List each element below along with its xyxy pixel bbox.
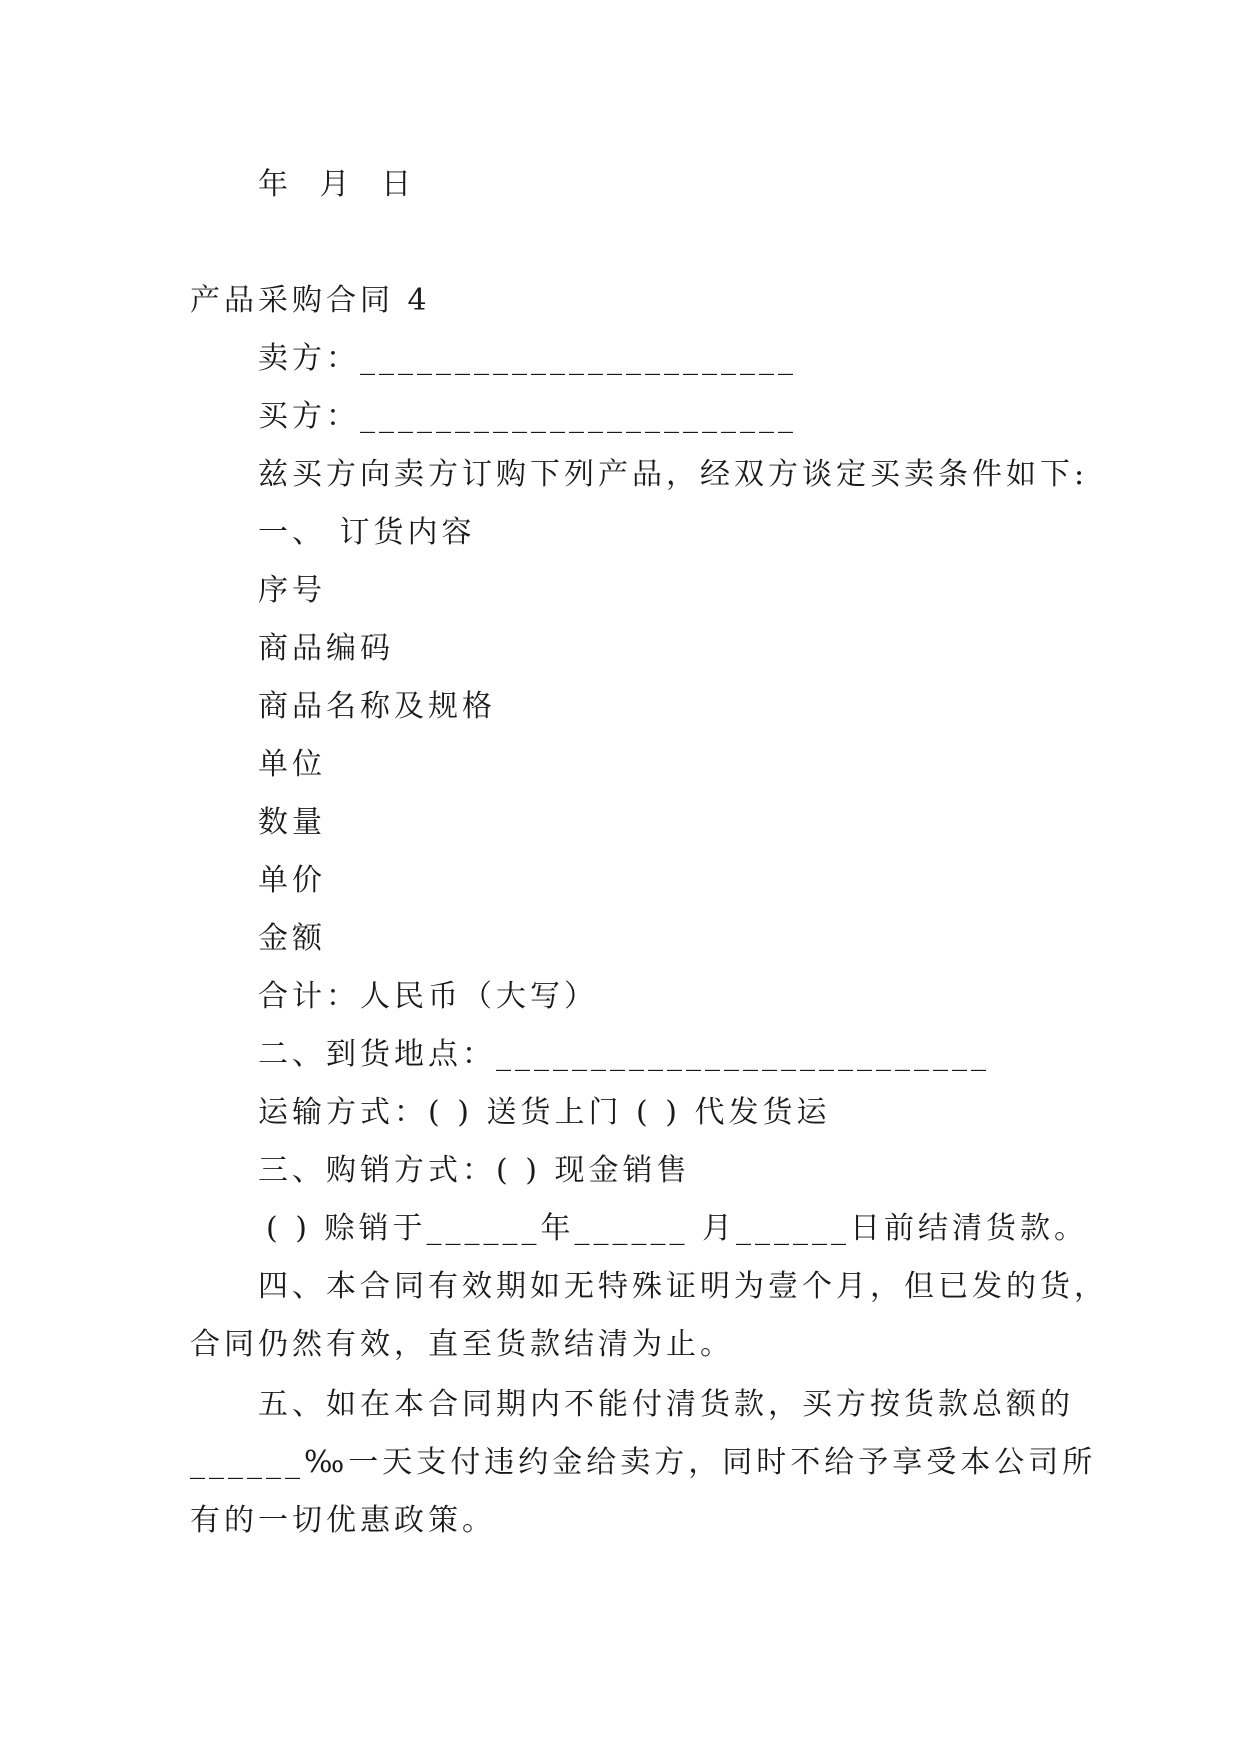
order-field: 商品名称及规格 [258, 689, 496, 724]
total-line: 合计：人民币（大写） [258, 979, 598, 1014]
credit-sales-line: ( ) 赊销于______年______ 月______日前结清货款。 [266, 1211, 1089, 1246]
order-field: 单位 [258, 747, 326, 782]
order-field: 单价 [258, 863, 326, 898]
order-field: 数量 [258, 805, 326, 840]
order-field: 序号 [258, 573, 326, 608]
intro-paragraph: 兹买方向卖方订购下列产品，经双方谈定买卖条件如下: [258, 457, 1089, 492]
penalty-clause-line: ______‰一天支付违约金给卖方，同时不给予享受本公司所 [190, 1445, 1097, 1480]
sales-method-line: 三、购销方式：( ) 现金销售 [258, 1153, 691, 1188]
seller-line: 卖方：_______________________ [258, 341, 797, 376]
date-line [258, 166, 429, 204]
buyer-line: 买方：_______________________ [258, 399, 797, 434]
month-label: 月 [319, 167, 354, 202]
contract-title: 产品采购合同 4 [190, 283, 431, 318]
validity-clause-line: 合同仍然有效，直至货款结清为止。 [190, 1327, 734, 1362]
order-field: 金额 [258, 921, 326, 956]
section-1-heading: 一、 订货内容 [258, 515, 476, 550]
year-label: 年 [258, 167, 292, 202]
transport-method-line: 运输方式：( ) 送货上门 ( ) 代发货运 [258, 1095, 831, 1130]
delivery-place-line: 二、到货地点：__________________________ [258, 1037, 990, 1072]
penalty-clause-line: 有的一切优惠政策。 [190, 1503, 496, 1538]
order-field: 商品编码 [258, 631, 394, 666]
validity-clause-line: 四、本合同有效期如无特殊证明为壹个月，但已发的货， [258, 1269, 1108, 1304]
day-label: 日 [381, 167, 416, 202]
penalty-clause-line: 五、如在本合同期内不能付清货款，买方按货款总额的 [258, 1387, 1074, 1422]
